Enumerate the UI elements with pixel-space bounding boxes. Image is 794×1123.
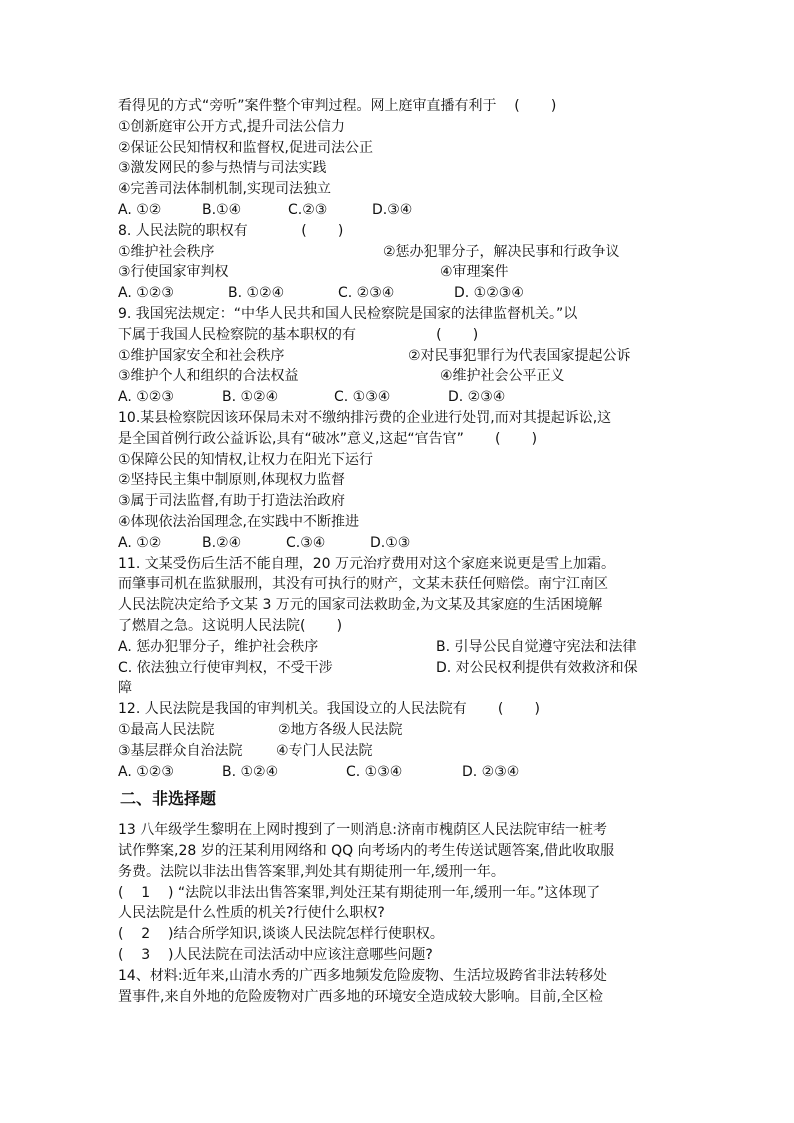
q10-stem-1: 10.某县检察院因该环保局未对不缴纳排污费的企业进行处罚,而对其提起诉讼,这 <box>118 409 612 426</box>
q11-stem-3: 人民法院决定给予文某 3 万元的国家司法救助金,为文某及其家庭的生活困境解 <box>118 597 603 614</box>
q7-stem-tail: 看得见的方式“旁听”案件整个审判过程。网上庭审直播有利于 ( ) <box>118 98 557 114</box>
q11-options-row-1 <box>118 637 678 658</box>
q9-stem-2: 下属于我国人民检察院的基本职权的有 ( ) <box>118 326 479 343</box>
q9-option-b: B. ①②④ <box>222 389 279 406</box>
q13-sub-1b: 人民法院是什么性质的机关?行使什么职权? <box>118 905 385 922</box>
q8-option-b: B. ①②④ <box>228 285 285 302</box>
q8-items-row-2 <box>118 262 678 283</box>
q9-item-1: ①维护国家安全和社会秩序 <box>118 347 285 364</box>
q9-items-row-1 <box>118 346 678 367</box>
q11-stem-4: 了燃眉之急。这说明人民法院( ) <box>118 617 343 634</box>
q10-option-c: C.③④ <box>286 534 326 551</box>
q8-item-1: ①维护社会秩序 <box>118 243 215 260</box>
q7-options <box>118 200 678 221</box>
q9-items-row-2 <box>118 366 678 387</box>
q11-option-a: A. 惩办犯罪分子，维护社会秩序 <box>118 638 319 655</box>
section-heading-non-choice: 二、非选择题 <box>120 789 217 809</box>
q11-option-d-continued: 障 <box>118 680 132 697</box>
q11-stem-2: 而肇事司机在监狱服刑，其没有可执行的财产，文某未获任何赔偿。南宁江南区 <box>118 576 608 593</box>
document-page <box>118 96 678 1007</box>
q14-stem-1: 14、材料:近年来,山清水秀的广西多地频发危险废物、生活垃圾跨省非法转移处 <box>118 967 607 984</box>
q9-option-a: A. ①②③ <box>118 389 174 406</box>
q13-sub-2: ( 2 )结合所学知识,谈谈人民法院怎样行使职权。 <box>118 926 444 943</box>
q7-item-4: ④完善司法体制机制,实现司法独立 <box>118 181 332 198</box>
q8-option-d: D. ①②③④ <box>454 285 524 302</box>
q7-option-d: D.③④ <box>372 201 413 218</box>
q12-items-row-2 <box>118 741 678 762</box>
q8-item-2: ②惩办犯罪分子，解决民事和行政争议 <box>383 243 620 260</box>
q11-option-d: D. 对公民权利提供有效救济和保 <box>436 659 638 676</box>
q11-option-b: B. 引导公民自觉遵守宪法和法律 <box>436 638 637 655</box>
q8-item-3: ③行使国家审判权 <box>118 264 229 281</box>
q9-stem-1: 9. 我国宪法规定：“中华人民共和国人民检察院是国家的法律监督机关。”以 <box>118 305 578 322</box>
q10-stem-2: 是全国首例行政公益诉讼,具有“破冰”意义,这起“官告官” ( ) <box>118 430 538 447</box>
q10-item-4: ④体现依法治国理念,在实践中不断推进 <box>118 513 359 530</box>
q8-option-c: C. ②③④ <box>338 285 395 302</box>
q8-item-4: ④审理案件 <box>440 264 509 281</box>
q10-option-a: A. ①② <box>118 534 162 551</box>
q8-option-a: A. ①②③ <box>118 285 174 302</box>
q10-item-3: ③属于司法监督,有助于打造法治政府 <box>118 493 346 510</box>
q12-item-4: ④专门人民法院 <box>276 742 373 759</box>
q11-options-row-2 <box>118 658 678 679</box>
q7-item-2: ②保证公民知情权和监督权,促进司法公正 <box>118 139 373 156</box>
q9-item-2: ②对民事犯罪行为代表国家提起公诉 <box>408 347 631 364</box>
q9-options <box>118 387 678 408</box>
q8-options <box>118 283 678 304</box>
q12-stem: 12. 人民法院是我国的审判机关。我国设立的人民法院有 ( ) <box>118 701 540 718</box>
q10-option-b: B.②④ <box>202 534 242 551</box>
q10-item-1: ①保障公民的知情权,让权力在阳光下运行 <box>118 451 373 468</box>
q11-stem-1: 11. 文某受伤后生活不能自理，20 万元治疗费用对这个家庭来说更是雪上加霜。 <box>118 555 615 572</box>
q12-option-d: D. ②③④ <box>462 763 520 780</box>
q9-item-3: ③维护个人和组织的合法权益 <box>118 368 299 385</box>
q11-option-c: C. 依法独立行使审判权，不受干涉 <box>118 659 333 676</box>
q12-option-a: A. ①②③ <box>118 763 174 780</box>
q13-stem-3: 务费。法院以非法出售答案罪,判处其有期徒刑一年,缓刑一年。 <box>118 863 505 880</box>
q12-option-c: C. ①③④ <box>346 763 403 780</box>
q12-item-1: ①最高人民法院 <box>118 721 215 738</box>
q7-option-a: A. ①② <box>118 201 162 218</box>
q9-option-c: C. ①③④ <box>334 389 391 406</box>
q12-item-3: ③基层群众自治法院 <box>118 742 243 759</box>
q12-item-2: ②地方各级人民法院 <box>278 721 403 738</box>
q12-items-row-1 <box>118 720 678 741</box>
q13-sub-1a: ( 1 ) “法院以非法出售答案罪,判处汪某有期徒刑一年,缓刑一年。”这体现了 <box>118 884 601 901</box>
q9-item-4: ④维护社会公平正义 <box>440 368 565 385</box>
q8-items-row-1 <box>118 242 678 263</box>
q12-options <box>118 762 678 783</box>
q7-item-1: ①创新庭审公开方式,提升司法公信力 <box>118 118 346 135</box>
q10-options <box>118 533 678 554</box>
q7-option-c: C.②③ <box>288 201 328 218</box>
q7-item-3: ③激发网民的参与热情与司法实践 <box>118 160 327 177</box>
q12-option-b: B. ①②④ <box>222 763 279 780</box>
q8-stem: 8. 人民法院的职权有 ( ) <box>118 222 344 239</box>
q13-stem-2: 试作弊案,28 岁的汪某利用网络和 QQ 向考场内的考生传送试题答案,借此收取服 <box>118 843 615 860</box>
q10-item-2: ②坚持民主集中制原则,体现权力监督 <box>118 472 346 489</box>
q14-stem-2: 置事件,来自外地的危险废物对广西多地的环境安全造成较大影响。目前,全区检 <box>118 988 603 1005</box>
q7-option-b: B.①④ <box>202 201 242 218</box>
q13-sub-3: ( 3 )人民法院在司法活动中应该注意哪些问题? <box>118 947 433 964</box>
q10-option-d: D.①③ <box>370 534 411 551</box>
q9-option-d: D. ②③④ <box>448 389 506 406</box>
q13-stem-1: 13 八年级学生黎明在上网时搜到了一则消息:济南市槐荫区人民法院审结一桩考 <box>118 822 607 839</box>
